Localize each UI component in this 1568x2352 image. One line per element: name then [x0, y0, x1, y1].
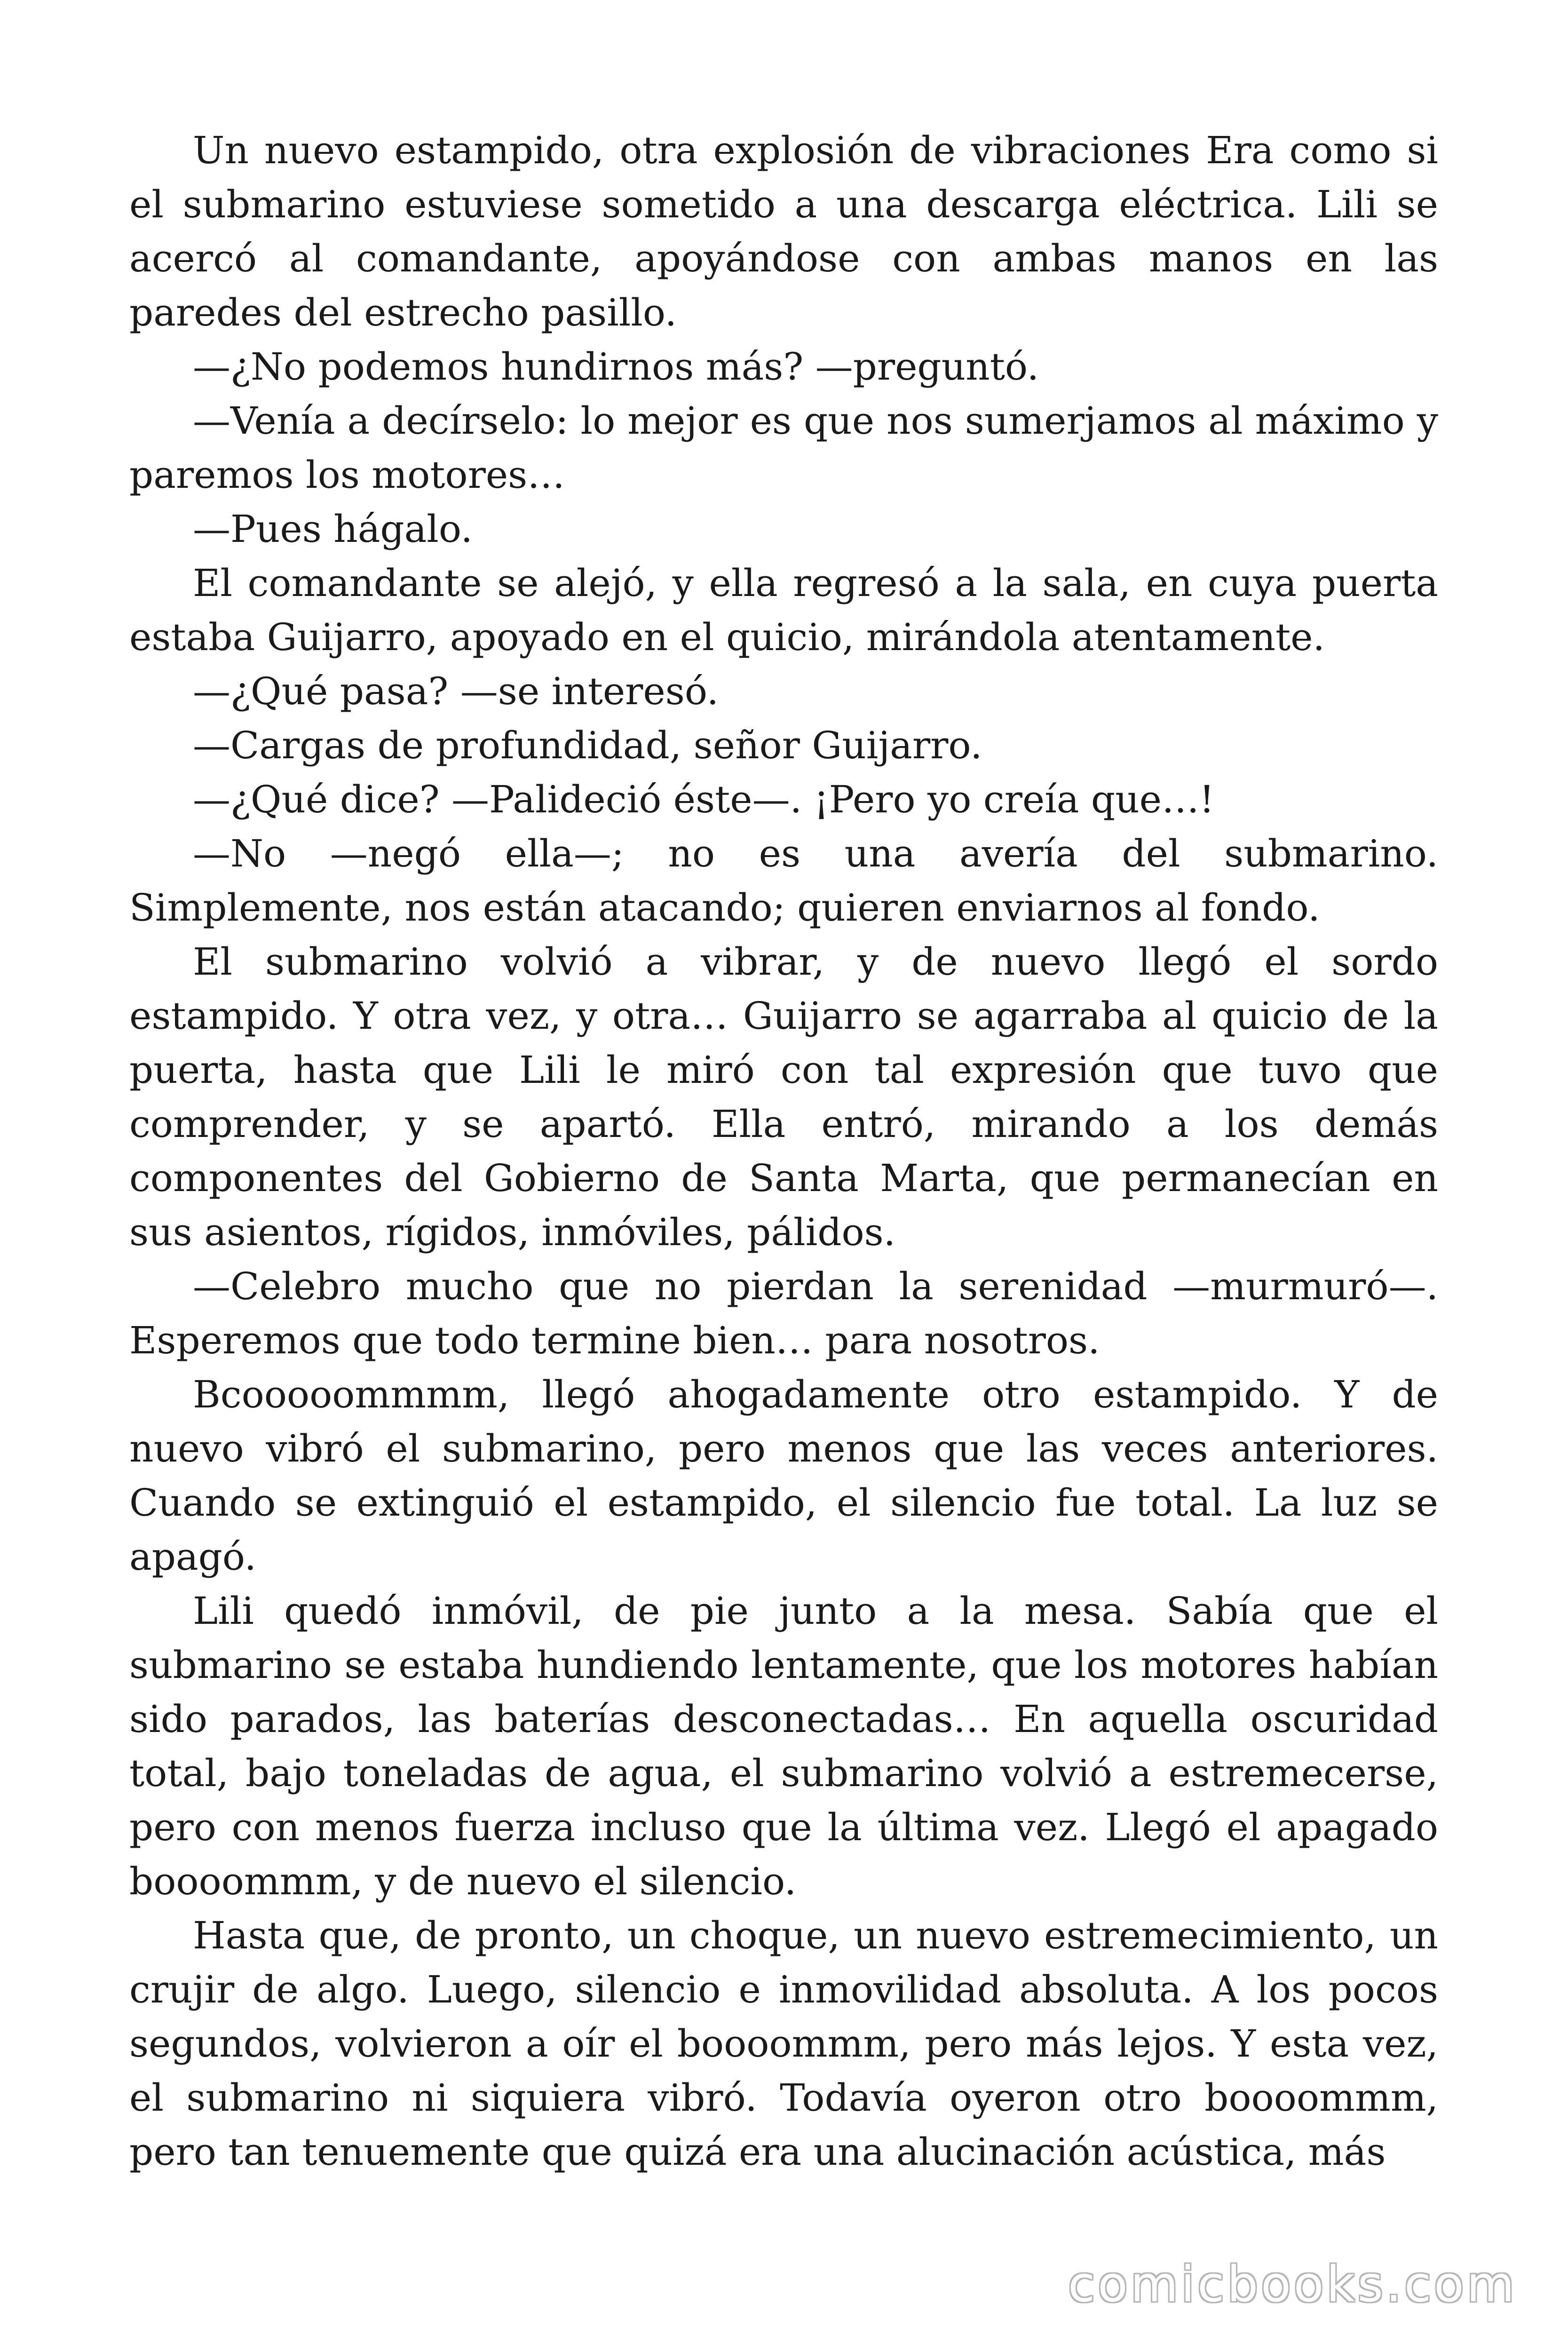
watermark: comicbooks.com — [1068, 2256, 1517, 2313]
paragraph: Bcooooommmm, llegó ahogadamente otro estampido. Y de nuevo vibró el submarino, pero menos que las veces anteriores. Cuando se extinguió el estampido, el silencio fue total. La luz se apagó. — [129, 1373, 1438, 1579]
paragraph: —Cargas de profundidad, señor Guijarro. — [193, 723, 982, 767]
paragraph: El submarino volvió a vibrar, y de nuevo llegó el sordo estampido. Y otra vez, y otra… Guijarro se agarraba al quicio de la puerta, hasta que Lili le miró con tal expresión que tuvo que comprender, y se apartó. Ella entró, mirando a los demás componentes del Gobierno de Santa Marta, que permanecían en sus asientos, rígidos, inmóviles, pálidos. — [129, 940, 1438, 1254]
paragraph: —¿Qué pasa? —se interesó. — [193, 669, 719, 713]
paragraph: —¿Qué dice? —Palideció éste—. ¡Pero yo creía que…! — [193, 778, 1215, 821]
paragraph: El comandante se alejó, y ella regresó a la sala, en cuya puerta estaba Guijarro, apoyado en el quicio, mirándola atentamente. — [129, 561, 1438, 659]
body-text — [129, 123, 1438, 2179]
paragraph: —No —negó ella—; no es una avería del submarino. Simplemente, nos están atacando; quieren enviarnos al fondo. — [129, 832, 1438, 930]
paragraph: —¿No podemos hundirnos más? —preguntó. — [193, 345, 1039, 389]
paragraph: Hasta que, de pronto, un choque, un nuevo estremecimiento, un crujir de algo. Luego, silencio e inmovilidad absoluta. A los pocos segundos, volvieron a oír el boooommm, pero más lejos. Y esta vez, el submarino ni siquiera vibró. Todavía oyeron otro boooommm, pero tan tenuemente que quizá era una alucinación acústica, más — [129, 1914, 1438, 2174]
paragraph: —Venía a decírselo: lo mejor es que nos sumerjamos al máximo y paremos los motores… — [129, 399, 1438, 497]
paragraph: —Pues hágalo. — [193, 507, 473, 551]
paragraph: —Celebro mucho que no pierdan la serenidad —murmuró—. Esperemos que todo termine bien… para nosotros. — [129, 1264, 1438, 1362]
paragraph: Un nuevo estampido, otra explosión de vibraciones Era como si el submarino estuviese sometido a una descarga eléctrica. Lili se acercó al comandante, apoyándose con ambas manos en las paredes del estrecho pasillo. — [129, 128, 1438, 334]
paragraph: Lili quedó inmóvil, de pie junto a la mesa. Sabía que el submarino se estaba hundiendo lentamente, que los motores habían sido parados, las baterías desconectadas… En aquella oscuridad total, bajo toneladas de agua, el submarino volvió a estremecerse, pero con menos fuerza incluso que la última vez. Llegó el apagado boooommm, y de nuevo el silencio. — [129, 1589, 1438, 1903]
